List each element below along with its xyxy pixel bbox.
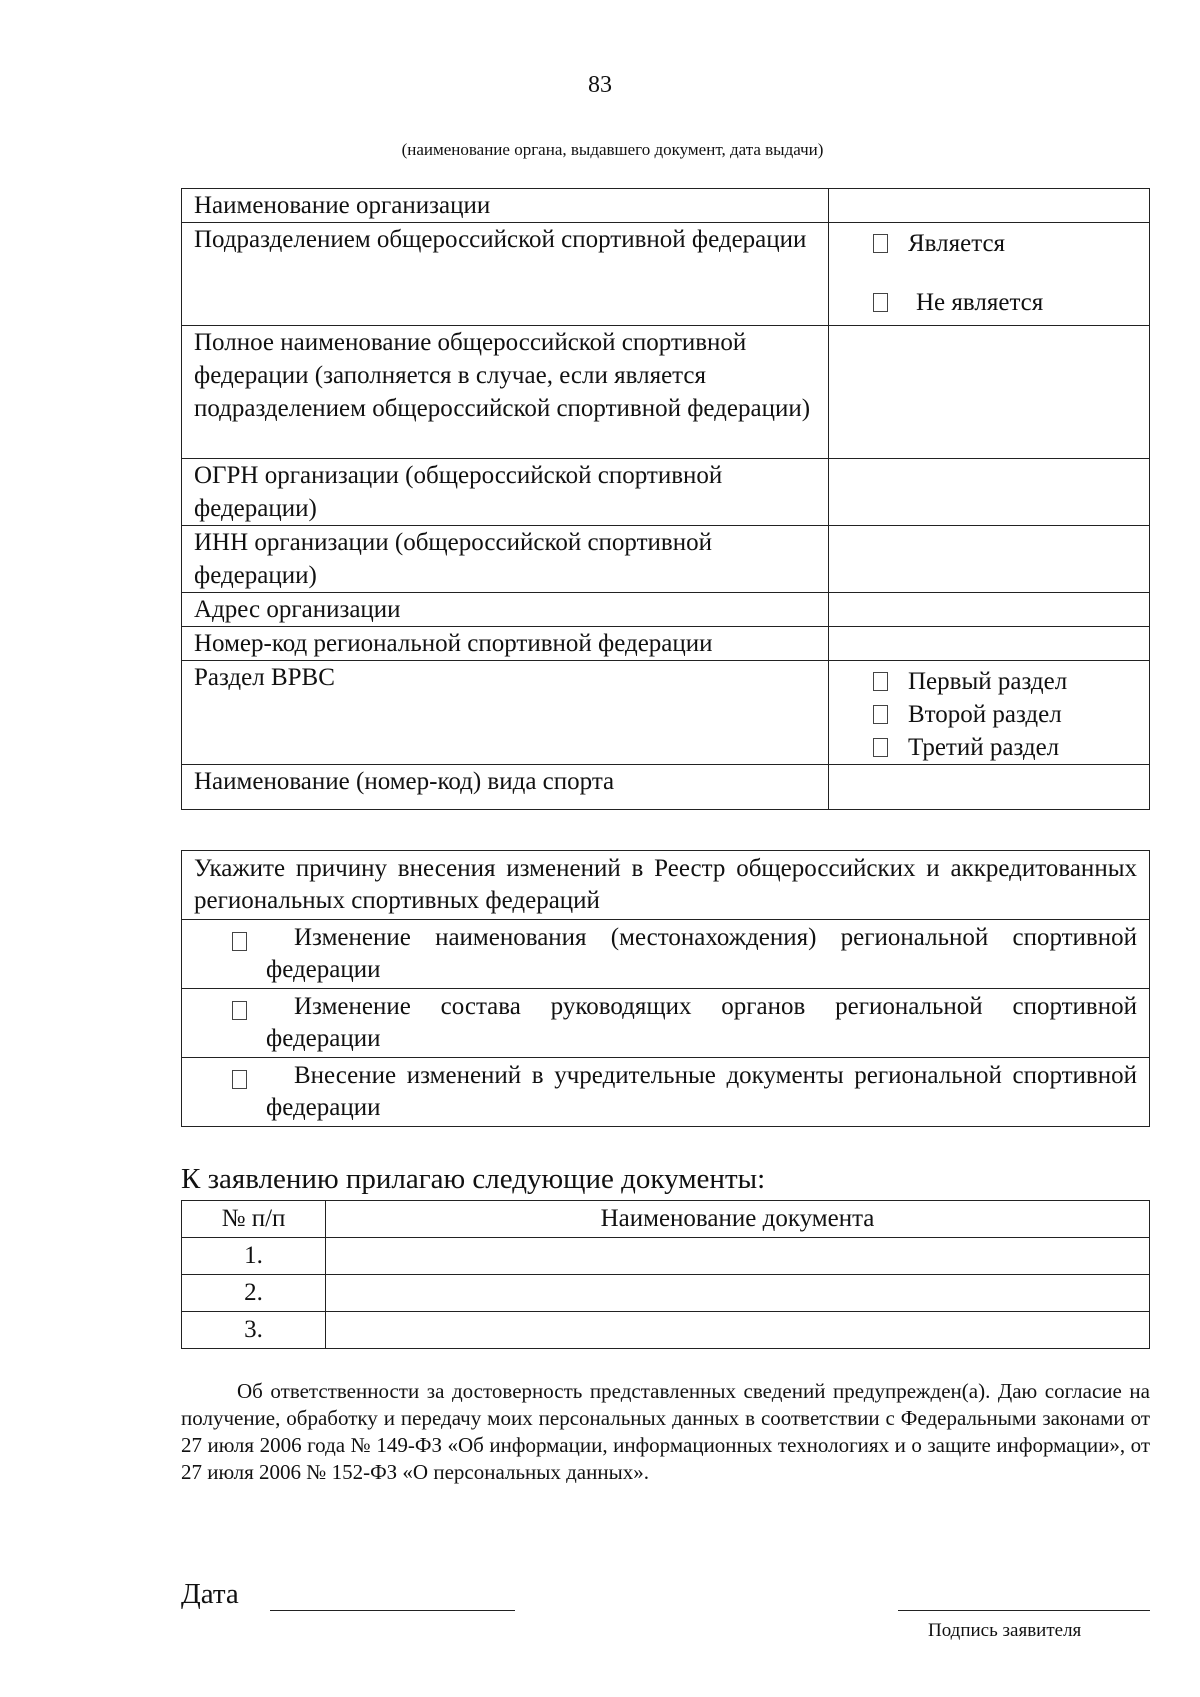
option-label: Второй раздел (908, 701, 1062, 728)
reason-label: Изменение состава руководящих органов региональной спортивной федерации (266, 993, 1137, 1052)
vrvs-label: Раздел ВРВС (182, 661, 829, 765)
sport-label: Наименование (номер-код) вида спорта (182, 765, 829, 810)
option-label: Является (908, 230, 1006, 257)
checkbox-second-section[interactable] (873, 705, 888, 724)
option-first-section[interactable] (873, 665, 1139, 698)
date-label: Дата (181, 1578, 239, 1610)
row-code (182, 627, 1150, 661)
reason-header: Укажите причину внесения изменений в Реестр общероссийских и аккредитованных региональных спортивных федераций (182, 851, 1150, 920)
document-name-cell[interactable] (326, 1238, 1150, 1275)
checkbox-third-section[interactable] (873, 738, 888, 757)
row-org-name (182, 189, 1150, 223)
checkbox-first-section[interactable] (873, 672, 888, 691)
reason-row (182, 920, 1150, 989)
checkbox-governance-change[interactable] (232, 1001, 247, 1020)
option-label: Не является (916, 289, 1044, 316)
org-name-field[interactable] (829, 189, 1150, 223)
option-not-subdivision[interactable] (873, 286, 1139, 319)
sport-field[interactable] (829, 765, 1150, 810)
option-second-section[interactable] (873, 698, 1139, 731)
reason-row (182, 1058, 1150, 1127)
row-vrvs (182, 661, 1150, 765)
page-number: 83 (588, 72, 612, 98)
reason-label: Внесение изменений в учредительные документы региональной спортивной федерации (266, 1062, 1137, 1121)
full-name-label: Полное наименование общероссийской спортивной федерации (заполняется в случае, если является подразделением общероссийской спортивной федерации) (182, 326, 829, 459)
ogrn-field[interactable] (829, 459, 1150, 526)
row-address (182, 593, 1150, 627)
reason-header-row (182, 851, 1150, 920)
row-number: 3. (182, 1312, 326, 1349)
vrvs-options (829, 661, 1150, 765)
documents-table (181, 1200, 1150, 1349)
reason-item-name-change[interactable] (182, 920, 1150, 989)
col-name-header: Наименование документа (326, 1201, 1150, 1238)
ogrn-label: ОГРН организации (общероссийской спортивной федерации) (182, 459, 829, 526)
option-is-subdivision[interactable] (873, 227, 1139, 260)
address-field[interactable] (829, 593, 1150, 627)
change-reason-table (181, 850, 1150, 1127)
checkbox-is-subdivision[interactable] (873, 234, 888, 253)
code-label: Номер-код региональной спортивной федерации (182, 627, 829, 661)
organization-table (181, 188, 1150, 810)
signature-field[interactable] (898, 1610, 1150, 1611)
col-number-header: № п/п (182, 1201, 326, 1238)
date-field[interactable] (270, 1610, 515, 1611)
reason-item-governance-change[interactable] (182, 989, 1150, 1058)
row-number: 2. (182, 1275, 326, 1312)
reason-item-charter-change[interactable] (182, 1058, 1150, 1127)
checkbox-charter-change[interactable] (232, 1070, 247, 1089)
table-row (182, 1312, 1150, 1349)
row-sport (182, 765, 1150, 810)
subdivision-options (829, 223, 1150, 326)
row-ogrn (182, 459, 1150, 526)
table-row (182, 1238, 1150, 1275)
option-third-section[interactable] (873, 731, 1139, 764)
reason-label: Изменение наименования (местонахождения) региональной спортивной федерации (266, 924, 1137, 983)
address-label: Адрес организации (182, 593, 829, 627)
signature-caption: Подпись заявителя (928, 1620, 1082, 1641)
checkbox-name-change[interactable] (232, 932, 247, 951)
full-name-field[interactable] (829, 326, 1150, 459)
option-label: Первый раздел (908, 668, 1068, 695)
document-name-cell[interactable] (326, 1312, 1150, 1349)
row-full-name (182, 326, 1150, 459)
documents-title: К заявлению прилагаю следующие документы: (181, 1163, 766, 1195)
document-name-cell[interactable] (326, 1275, 1150, 1312)
row-inn (182, 526, 1150, 593)
code-field[interactable] (829, 627, 1150, 661)
documents-header-row (182, 1201, 1150, 1238)
reason-row (182, 989, 1150, 1058)
subdivision-label: Подразделением общероссийской спортивной федерации (182, 223, 829, 326)
inn-field[interactable] (829, 526, 1150, 593)
consent-text: Об ответственности за достоверность представленных сведений предупрежден(а). Даю согласие на получение, обработку и передачу моих персональных данных в соответствии с Федеральными законами от 27 июля 2006 года № 149-ФЗ «Об информации, информационных технологиях и о защите информации», от 27 июля 2006 № 152-ФЗ «О персональных данных». (181, 1379, 1150, 1484)
row-number: 1. (182, 1238, 326, 1275)
org-name-label: Наименование организации (182, 189, 829, 223)
row-subdivision (182, 223, 1150, 326)
issuer-caption: (наименование органа, выдавшего документ, дата выдачи) (401, 140, 824, 159)
inn-label: ИНН организации (общероссийской спортивной федерации) (182, 526, 829, 593)
checkbox-not-subdivision[interactable] (873, 293, 888, 312)
table-row (182, 1275, 1150, 1312)
option-label: Третий раздел (908, 734, 1060, 761)
